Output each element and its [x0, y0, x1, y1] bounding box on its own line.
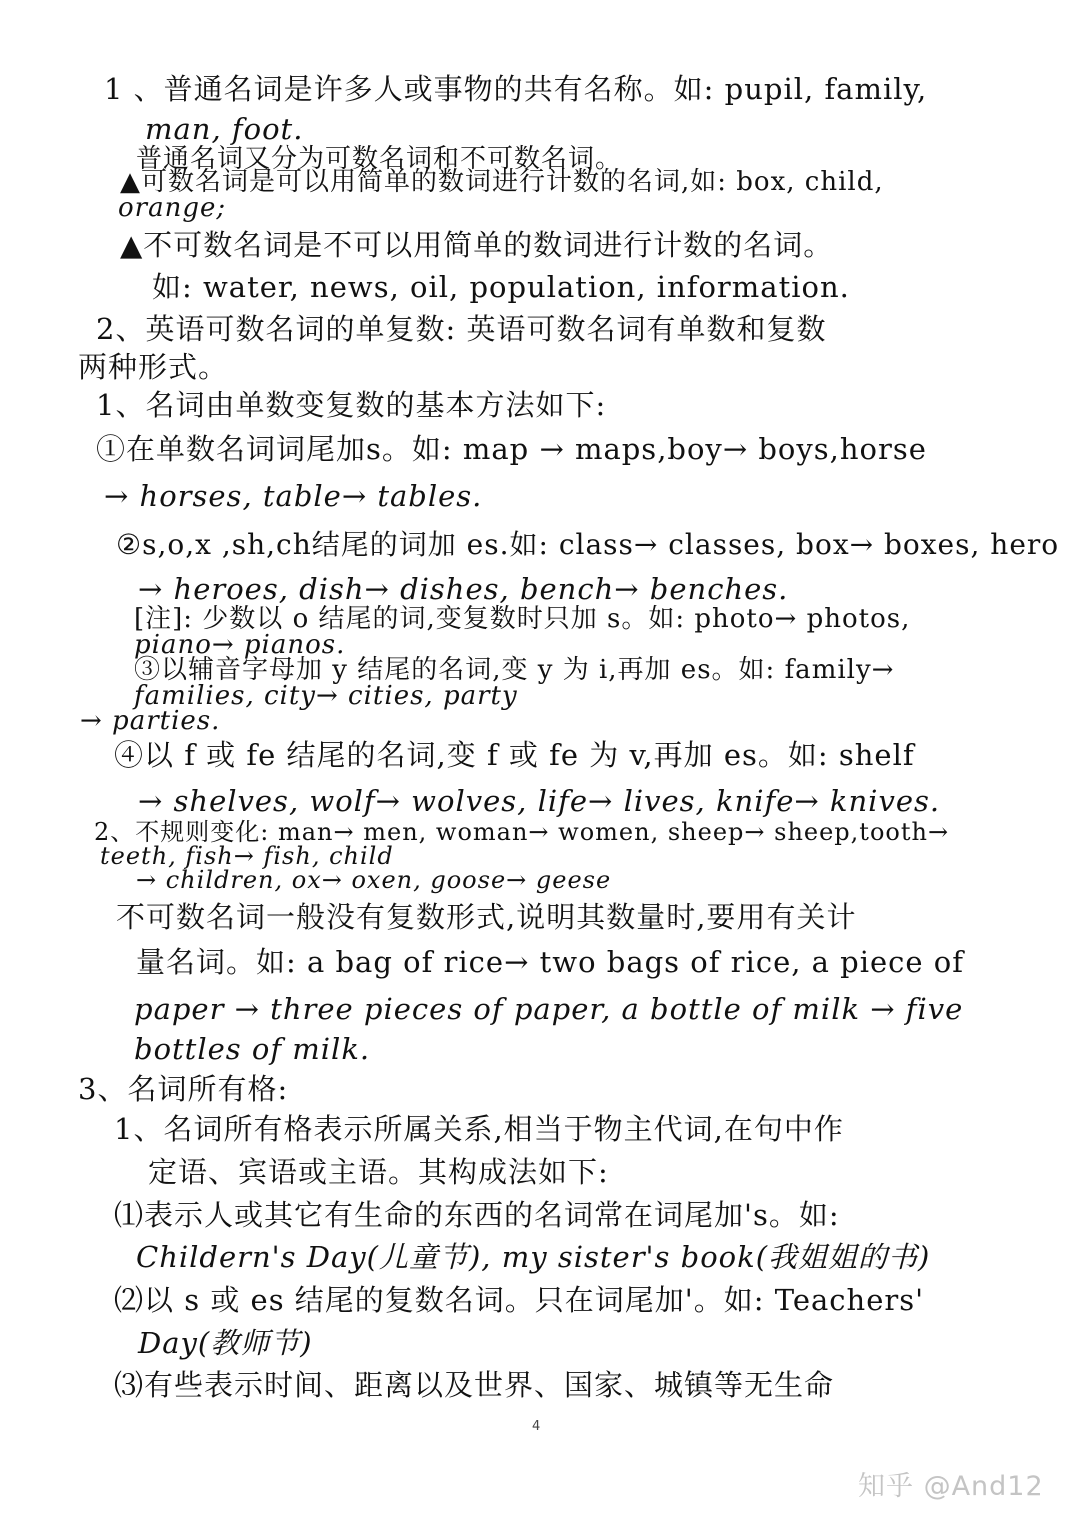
text-line-3: 普通名词又分为可数名词和不可数名词。: [136, 144, 623, 174]
text-line-22: 2、不规则变化: man→ men, woman→ women, sheep→ sheep,tooth→: [94, 818, 950, 846]
text-line-21: → shelves, wolf→ wolves, life→ lives, knife→ knives.: [138, 784, 941, 818]
text-line-16: piano→ pianos.: [134, 630, 346, 660]
text-line-7: 如: water, news, oil, population, information.: [152, 270, 850, 304]
text-line-10: 1、名词由单数变复数的基本方法如下:: [96, 388, 607, 422]
text-line-26: 量名词。如: a bag of rice→ two bags of rice, a piece of: [136, 945, 964, 979]
text-line-4: ▲可数名词是可以用简单的数词进行计数的名词,如: box, child,: [120, 167, 884, 197]
text-line-25: 不可数名词一般没有复数形式,说明其数量时,要用有关计: [116, 900, 857, 934]
text-line-19: → parties.: [80, 706, 221, 736]
text-line-30: 1、名词所有格表示所属关系,相当于物主代词,在句中作: [114, 1112, 844, 1146]
text-line-17: ③以辅音字母加 y 结尾的名词,变 y 为 i,再加 es。如: family→: [134, 655, 895, 685]
text-line-28: bottles of milk.: [134, 1032, 371, 1066]
text-line-36: ⑶有些表示时间、距离以及世界、国家、城镇等无生命: [114, 1368, 835, 1402]
page-number: 4: [532, 1419, 541, 1434]
text-line-20: ④以 f 或 fe 结尾的名词,变 f 或 fe 为 v,再加 es。如: shelf: [114, 738, 915, 772]
text-line-27: paper → three pieces of paper, a bottle of milk → five: [134, 992, 964, 1026]
text-line-32: ⑴表示人或其它有生命的东西的名词常在词尾加's。如:: [114, 1198, 840, 1232]
text-line-34: ⑵以 s 或 es 结尾的复数名词。只在词尾加'。如: Teachers': [114, 1283, 925, 1317]
text-line-5: orange;: [118, 193, 227, 223]
text-line-18: families, city→ cities, party: [134, 681, 518, 711]
text-line-23: teeth, fish→ fish, child: [100, 842, 394, 870]
text-line-24: → children, ox→ oxen, goose→ geese: [136, 866, 612, 894]
text-line-14: → heroes, dish→ dishes, bench→ benches.: [138, 572, 789, 606]
text-line-8: 2、英语可数名词的单复数: 英语可数名词有单数和复数: [96, 312, 827, 346]
text-line-6: ▲不可数名词是不可以用简单的数词进行计数的名词。: [120, 228, 834, 262]
watermark: 知乎 @And12: [858, 1471, 1044, 1502]
text-line-1: 1 、普通名词是许多人或事物的共有名称。如: pupil, family,: [104, 72, 928, 106]
text-line-9: 两种形式。: [78, 350, 229, 384]
text-line-2: man, foot.: [145, 112, 304, 146]
text-line-29: 3、名词所有格:: [78, 1072, 289, 1106]
text-line-13: ②s,o,x ,sh,ch结尾的词加 es.如: class→ classes, box→ boxes, hero: [116, 528, 1060, 561]
text-line-33: Childern's Day(儿童节), my sister's book(我姐姐的书): [136, 1240, 931, 1274]
text-line-12: → horses, table→ tables.: [104, 479, 483, 513]
text-line-35: Day(教师节): [138, 1326, 313, 1360]
text-line-31: 定语、宾语或主语。其构成法如下:: [148, 1155, 609, 1189]
text-line-11: ①在单数名词词尾加s。如: map → maps,boy→ boys,horse: [96, 432, 927, 466]
text-line-15: [注]: 少数以 o 结尾的词,变复数时只加 s。如: photo→ photos,: [134, 604, 911, 634]
